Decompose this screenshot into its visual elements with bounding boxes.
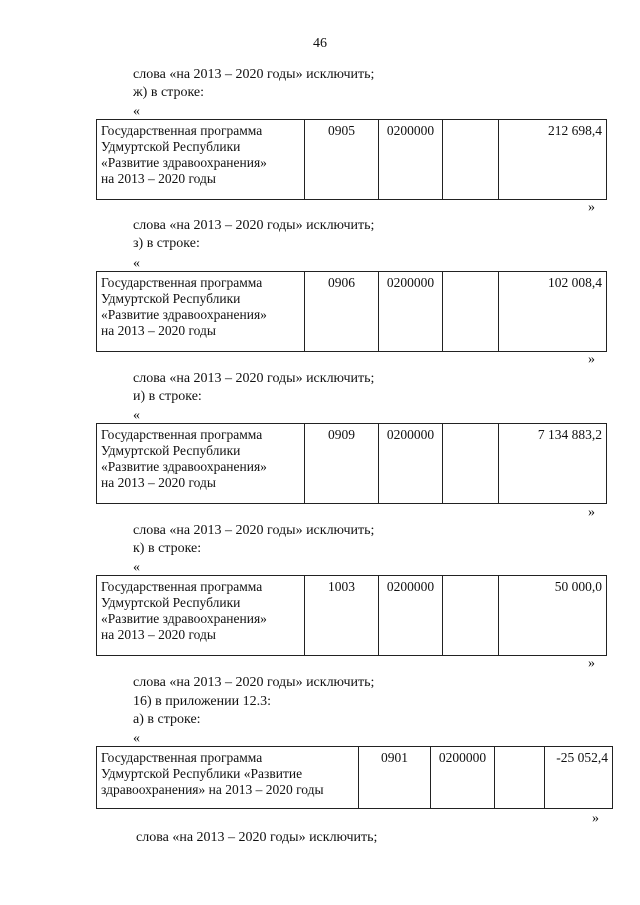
program-name-line: Государственная программа	[101, 750, 263, 765]
instruction-line: слова «на 2013 – 2020 годы» исключить;	[133, 523, 375, 538]
program-name-line: Государственная программа	[101, 427, 263, 442]
program-name-line: Удмуртской Республики	[101, 291, 241, 306]
quote-open: «	[133, 560, 140, 575]
appendix-line: 16) в приложении 12.3:	[133, 694, 271, 709]
program-name-cell	[97, 120, 305, 200]
program-name-line: «Развитие здравоохранения»	[101, 155, 267, 170]
program-name-cell	[97, 576, 305, 656]
quote-close: »	[588, 505, 595, 520]
section-code-cell: 0905	[305, 120, 379, 200]
program-name-line: Удмуртской Республики	[101, 443, 241, 458]
budget-row-table	[96, 575, 607, 656]
quote-close: »	[588, 200, 595, 215]
expense-type-cell	[443, 576, 499, 656]
page-number: 46	[313, 36, 327, 51]
block-marker: и) в строке:	[133, 389, 202, 404]
budget-row-table	[96, 271, 607, 352]
amount-cell: -25 052,4	[545, 747, 613, 809]
quote-close: »	[588, 352, 595, 367]
budget-row-table	[96, 423, 607, 504]
program-name-line: Государственная программа	[101, 275, 263, 290]
expense-type-cell	[443, 272, 499, 352]
program-name-cell	[97, 424, 305, 504]
program-name-line: «Развитие здравоохранения»	[101, 459, 267, 474]
quote-open: «	[133, 256, 140, 271]
instruction-line: слова «на 2013 – 2020 годы» исключить;	[133, 218, 375, 233]
program-name-line: на 2013 – 2020 годы	[101, 171, 216, 186]
section-code-cell: 0901	[359, 747, 431, 809]
amount-cell: 212 698,4	[499, 120, 607, 200]
intro-line: слова «на 2013 – 2020 годы» исключить;	[133, 67, 375, 82]
instruction-line: слова «на 2013 – 2020 годы» исключить;	[133, 371, 375, 386]
program-name-line: здравоохранения» на 2013 – 2020 годы	[101, 782, 324, 797]
program-name-line: Удмуртской Республики	[101, 139, 241, 154]
quote-open: «	[133, 408, 140, 423]
expense-type-cell	[495, 747, 545, 809]
amount-cell: 7 134 883,2	[499, 424, 607, 504]
program-name-line: на 2013 – 2020 годы	[101, 475, 216, 490]
block-marker: ж) в строке:	[133, 85, 205, 100]
block-marker: к) в строке:	[133, 541, 202, 556]
target-code-cell: 0200000	[431, 747, 495, 809]
program-name-line: «Развитие здравоохранения»	[101, 307, 267, 322]
program-name-line: Государственная программа	[101, 123, 263, 138]
section-code-cell: 1003	[305, 576, 379, 656]
block-marker: а) в строке:	[133, 712, 201, 727]
budget-row-table	[96, 746, 613, 809]
target-code-cell: 0200000	[379, 120, 443, 200]
section-code-cell: 0909	[305, 424, 379, 504]
program-name-line: Удмуртской Республики «Развитие	[101, 766, 303, 781]
program-name-line: на 2013 – 2020 годы	[101, 323, 216, 338]
target-code-cell: 0200000	[379, 424, 443, 504]
budget-row-table	[96, 119, 607, 200]
program-name-line: Удмуртской Республики	[101, 595, 241, 610]
program-name-cell	[97, 272, 305, 352]
amount-cell: 50 000,0	[499, 576, 607, 656]
section-code-cell: 0906	[305, 272, 379, 352]
program-name-line: «Развитие здравоохранения»	[101, 611, 267, 626]
program-name-cell	[97, 747, 359, 809]
program-name-line: на 2013 – 2020 годы	[101, 627, 216, 642]
amount-cell: 102 008,4	[499, 272, 607, 352]
instruction-line: слова «на 2013 – 2020 годы» исключить;	[133, 675, 375, 690]
instruction-line: слова «на 2013 – 2020 годы» исключить;	[136, 830, 378, 845]
quote-open: «	[133, 731, 140, 746]
expense-type-cell	[443, 424, 499, 504]
expense-type-cell	[443, 120, 499, 200]
block-marker: з) в строке:	[133, 236, 200, 251]
quote-close: »	[588, 656, 595, 671]
quote-close: »	[592, 811, 599, 826]
target-code-cell: 0200000	[379, 576, 443, 656]
program-name-line: Государственная программа	[101, 579, 263, 594]
quote-open: «	[133, 104, 140, 119]
target-code-cell: 0200000	[379, 272, 443, 352]
